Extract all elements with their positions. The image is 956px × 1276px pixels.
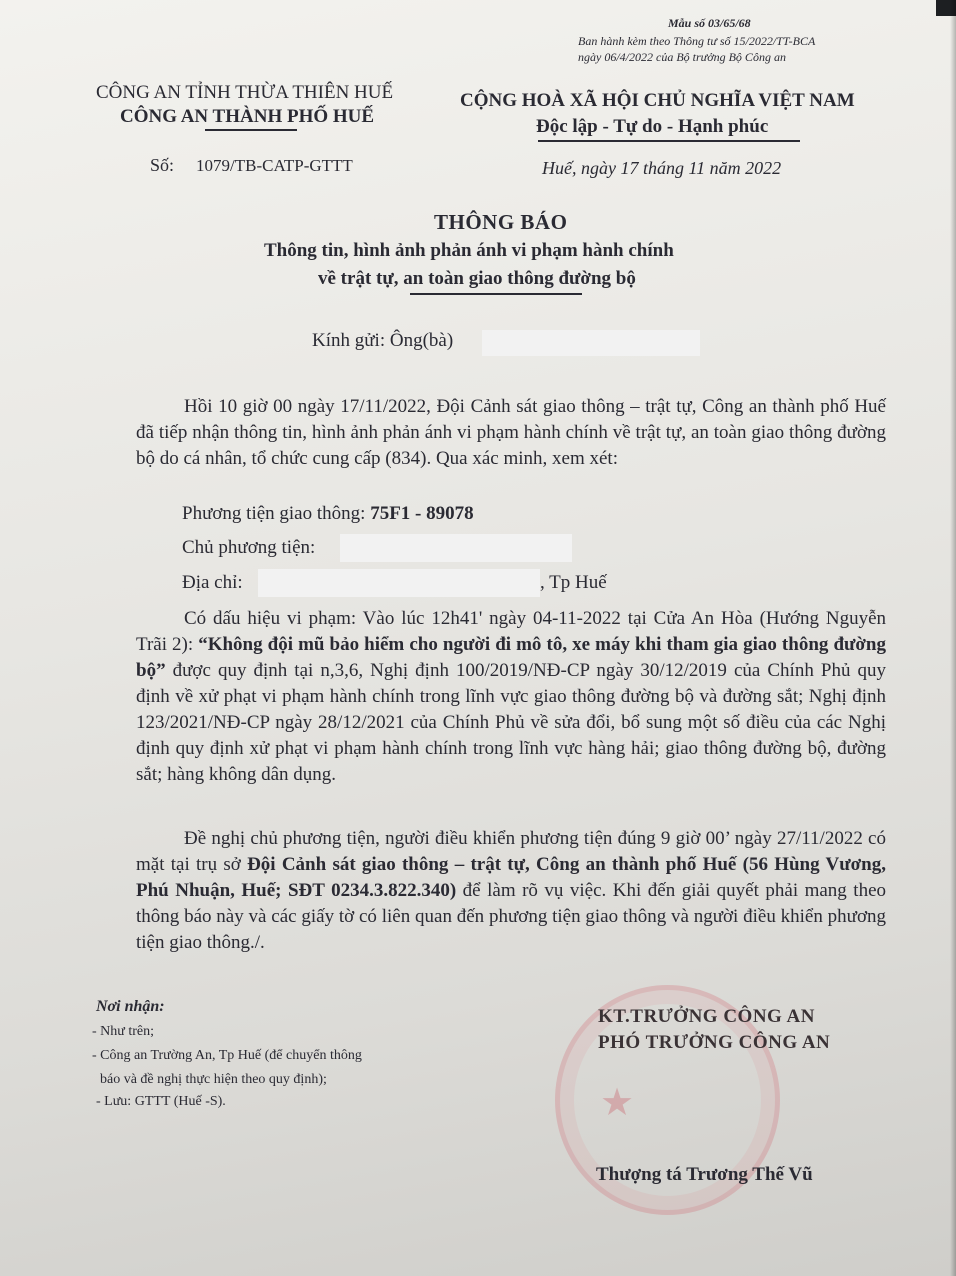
document-number-value: 1079/TB-CATP-GTTT xyxy=(196,156,353,175)
recipient-line-2: - Công an Trường An, Tp Huế (để chuyển thông xyxy=(92,1048,362,1063)
form-issued-line-2: ngày 06/4/2022 của Bộ trưởng Bộ Công an xyxy=(578,50,786,64)
request-location: Đội Cảnh sát giao thông – trật tự, Công an thành phố Huế (56 Hùng Vương, Phú Nhuận, Huế; SĐT 0234.3.822.340) xyxy=(136,854,886,901)
violation-paragraph xyxy=(136,606,886,788)
agency-underline xyxy=(205,129,297,131)
salutation: Kính gửi: Ông(bà) xyxy=(312,330,454,351)
recipient-line-1: - Như trên; xyxy=(92,1024,155,1039)
violation-lead: Có dấu hiệu vi phạm: Vào lúc 12h41' ngày 04-11-2022 tại Cửa An Hòa (Hướng Nguyễn Trãi 2): xyxy=(136,608,886,655)
document-title: THÔNG BÁO xyxy=(434,210,568,234)
address-label: Địa chỉ: xyxy=(182,572,243,593)
intro-text: Hồi 10 giờ 00 ngày 17/11/2022, Đội Cảnh sát giao thông – trật tự, Công an thành phố Huế đã tiếp nhận thông tin, hình ảnh phản ánh vi phạm hành chính về trật tự, an toàn giao thông đường bộ do cá nhân, tổ chức cung cấp (834). Qua xác minh, xem xét: xyxy=(136,396,886,469)
signer-name: Thượng tá Trương Thế Vũ xyxy=(596,1164,813,1185)
document-number-label: Số: xyxy=(150,155,175,175)
vehicle-field xyxy=(182,503,474,525)
violation-legal-basis: được quy định tại n,3,6, Nghị định 100/2019/NĐ-CP ngày 30/12/2019 của Chính Phủ quy định về xử phạt vi phạm hành chính trong lĩnh vực giao thông đường bộ và đường sắt; Nghị định 123/2021/NĐ-CP ngày 28/12/2021 của Chính Phủ về sửa đổi, bổ sung một số điều của các Nghị định quy định xử phạt vi phạm hành chính trong lĩnh vực hàng hải; giao thông đường bộ, đường sắt; hàng không dân dụng. xyxy=(136,660,886,785)
request-paragraph xyxy=(136,826,886,956)
recipient-line-3: báo và đề nghị thực hiện theo quy định); xyxy=(100,1072,327,1087)
form-number: Mẫu số 03/65/68 xyxy=(668,16,751,30)
place-and-date: Huế, ngày 17 tháng 11 năm 2022 xyxy=(542,158,782,178)
redacted-owner-name xyxy=(340,534,572,562)
document-subtitle-line-1: Thông tin, hình ảnh phản ánh vi phạm hành chính xyxy=(264,240,674,261)
document-number xyxy=(150,155,353,176)
request-rest: để làm rõ vụ việc. Khi đến giải quyết phải mang theo thông báo này và các giấy tờ có liên quan đến phương tiện giao thông và người điều khiển phương tiện giao thông./. xyxy=(136,880,886,953)
seal-star-icon: ★ xyxy=(600,1082,635,1124)
document-subtitle-line-2: về trật tự, an toàn giao thông đường bộ xyxy=(318,268,636,289)
nation-name: CỘNG HOÀ XÃ HỘI CHỦ NGHĨA VIỆT NAM xyxy=(460,90,855,111)
recipients-heading: Nơi nhận: xyxy=(96,998,165,1015)
vehicle-plate: 75F1 - 89078 xyxy=(370,503,474,524)
address-suffix: , Tp Huế xyxy=(540,572,607,593)
form-issued-line-1: Ban hành kèm theo Thông tư số 15/2022/TT-BCA xyxy=(578,34,816,48)
request-lead: Đề nghị chủ phương tiện, người điều khiển phương tiện đúng 9 giờ 00’ ngày 27/11/2022 có mặt tại trụ sở xyxy=(136,828,886,875)
recipient-line-4: - Lưu: GTTT (Huế -S). xyxy=(96,1094,226,1109)
agency-parent: CÔNG AN TỈNH THỪA THIÊN HUẾ xyxy=(96,82,394,103)
redacted-recipient-name xyxy=(482,330,700,356)
agency-name: CÔNG AN THÀNH PHỐ HUẾ xyxy=(120,106,375,127)
intro-paragraph xyxy=(136,394,886,472)
signature-title-2: PHÓ TRƯỞNG CÔNG AN xyxy=(598,1032,831,1053)
violation-description: “Không đội mũ bảo hiểm cho người đi mô tô, xe máy khi tham gia giao thông đường bộ” xyxy=(136,634,886,681)
signature-title-1: KT.TRƯỞNG CÔNG AN xyxy=(598,1006,815,1027)
subtitle-underline xyxy=(410,293,582,295)
vehicle-label: Phương tiện giao thông: xyxy=(182,503,366,524)
motto-underline xyxy=(538,140,800,142)
national-motto: Độc lập - Tự do - Hạnh phúc xyxy=(536,116,769,137)
page-edge-shadow xyxy=(950,0,956,1276)
redacted-address xyxy=(258,569,540,597)
owner-label: Chủ phương tiện: xyxy=(182,537,316,558)
